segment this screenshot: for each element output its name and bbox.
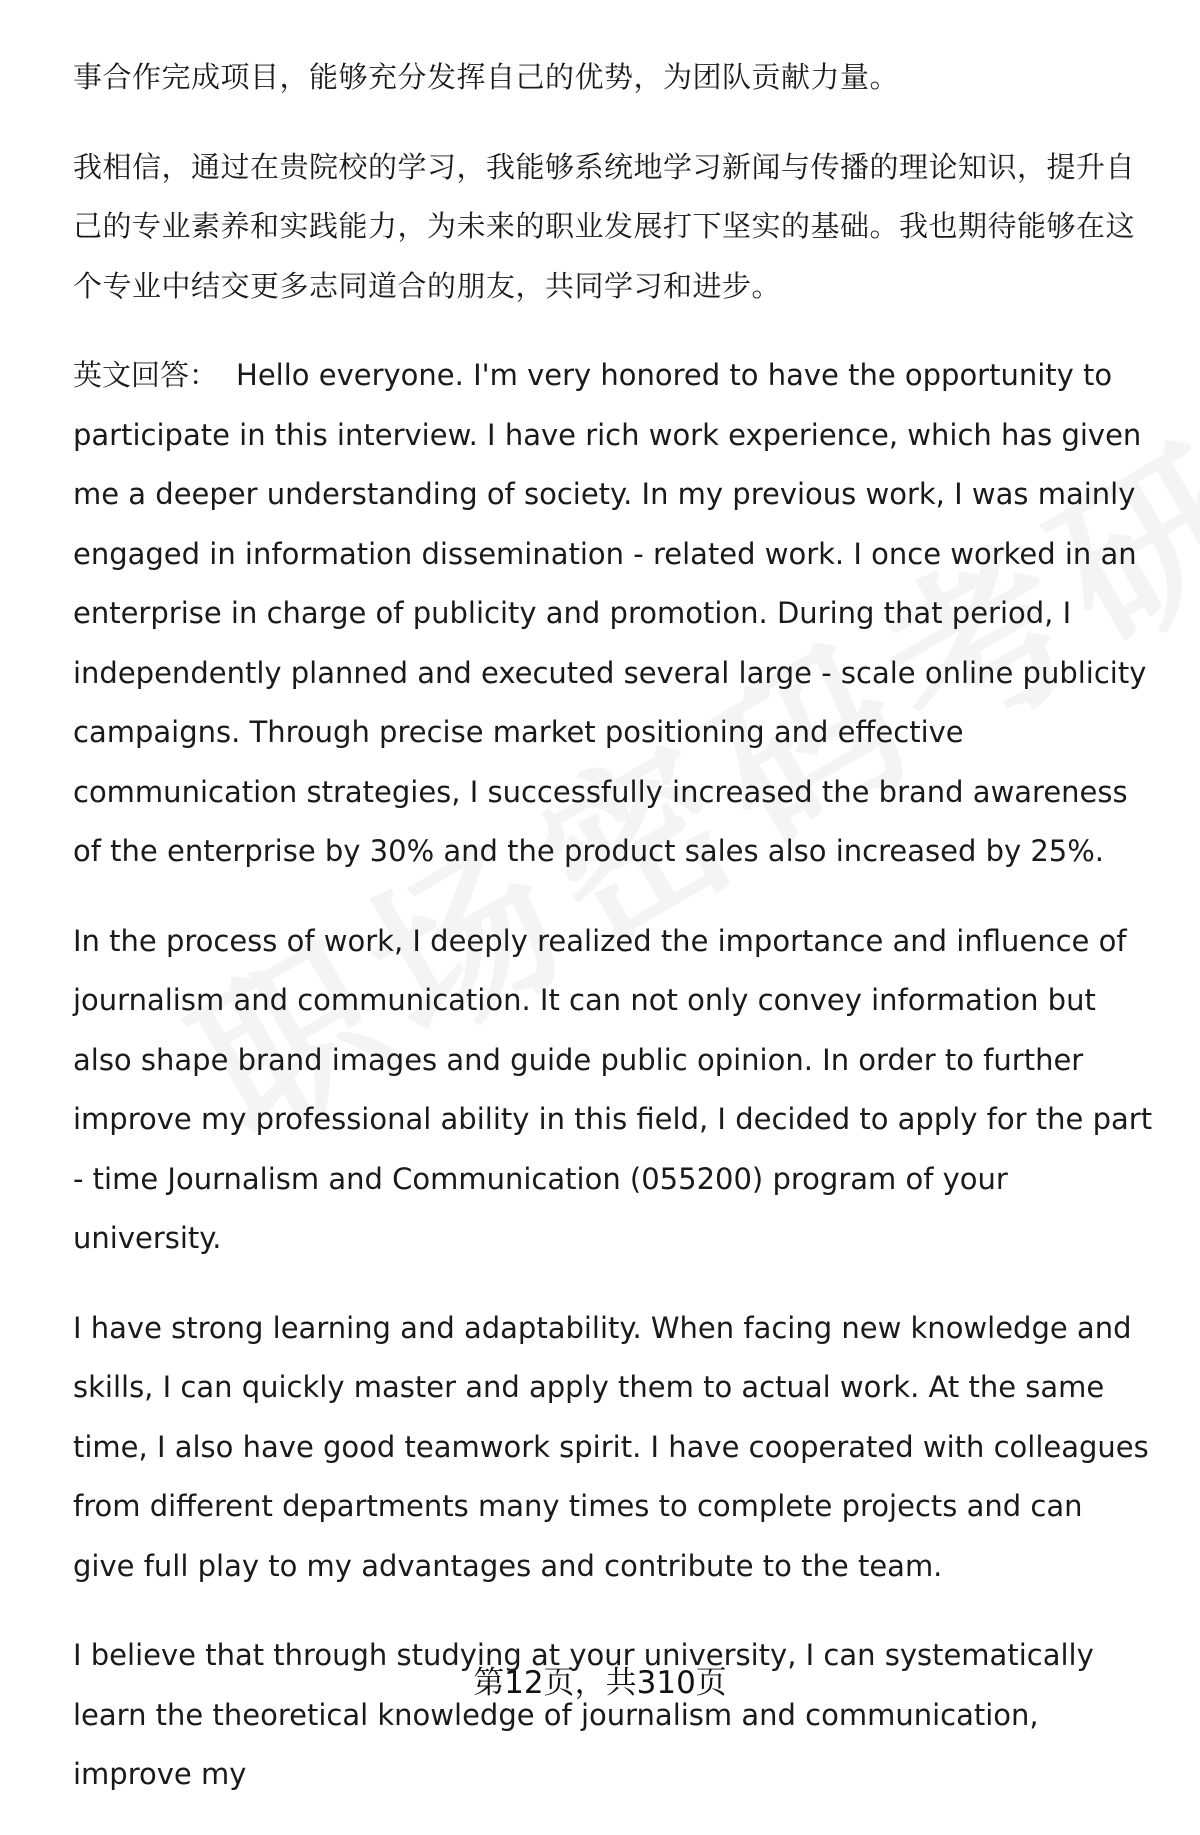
- paragraph-en-2: In the process of work, I deeply realized the importance and influence of journalism and communication. It can not only convey information but also shape brand images and guide public opinion. In order to further improve my professional ability in this field, I decided to apply for the part - time Journalism and Communication (055200) program of your university.: [73, 923, 1153, 1255]
- english-answer-label: 英文回答：: [73, 358, 219, 392]
- paragraph-cn-1: 事合作完成项目，能够充分发挥自己的优势，为团队贡献力量。: [73, 60, 900, 94]
- document-body: [73, 48, 1153, 1835]
- page-footer: 第12页，共310页: [473, 1665, 727, 1701]
- paragraph-en-4: I believe that through studying at your university, I can systematically learn the theoretical knowledge of journalism and communication, improve my: [73, 1638, 1094, 1791]
- paragraph-cn-2: 我相信，通过在贵院校的学习，我能够系统地学习新闻与传播的理论知识，提升自己的专业素养和实践能力，为未来的职业发展打下坚实的基础。我也期待能够在这个专业中结交更多志同道合的朋友，共同学习和进步。: [73, 149, 1136, 303]
- paragraph-en-3: I have strong learning and adaptability. When facing new knowledge and skills, I can quickly master and apply them to actual work. At the same time, I also have good teamwork spirit. I have cooperated with colleagues from different departments many times to complete projects and can give full play to my advantages and contribute to the team.: [73, 1310, 1149, 1583]
- paragraph-en-1-text: Hello everyone. I'm very honored to have the opportunity to participate in this interview. I have rich work experience, which has given me a deeper understanding of society. In my previous work, I was mainly engaged in information dissemination - related work. I once worked in an enterprise in charge of publicity and promotion. During that period, I independently planned and executed several large - scale online publicity campaigns. Through precise market positioning and effective communication strategies, I successfully increased the brand awareness of the enterprise by 30% and the product sales also increased by 25%.: [73, 358, 1147, 868]
- paragraph-en-1: [73, 346, 1153, 882]
